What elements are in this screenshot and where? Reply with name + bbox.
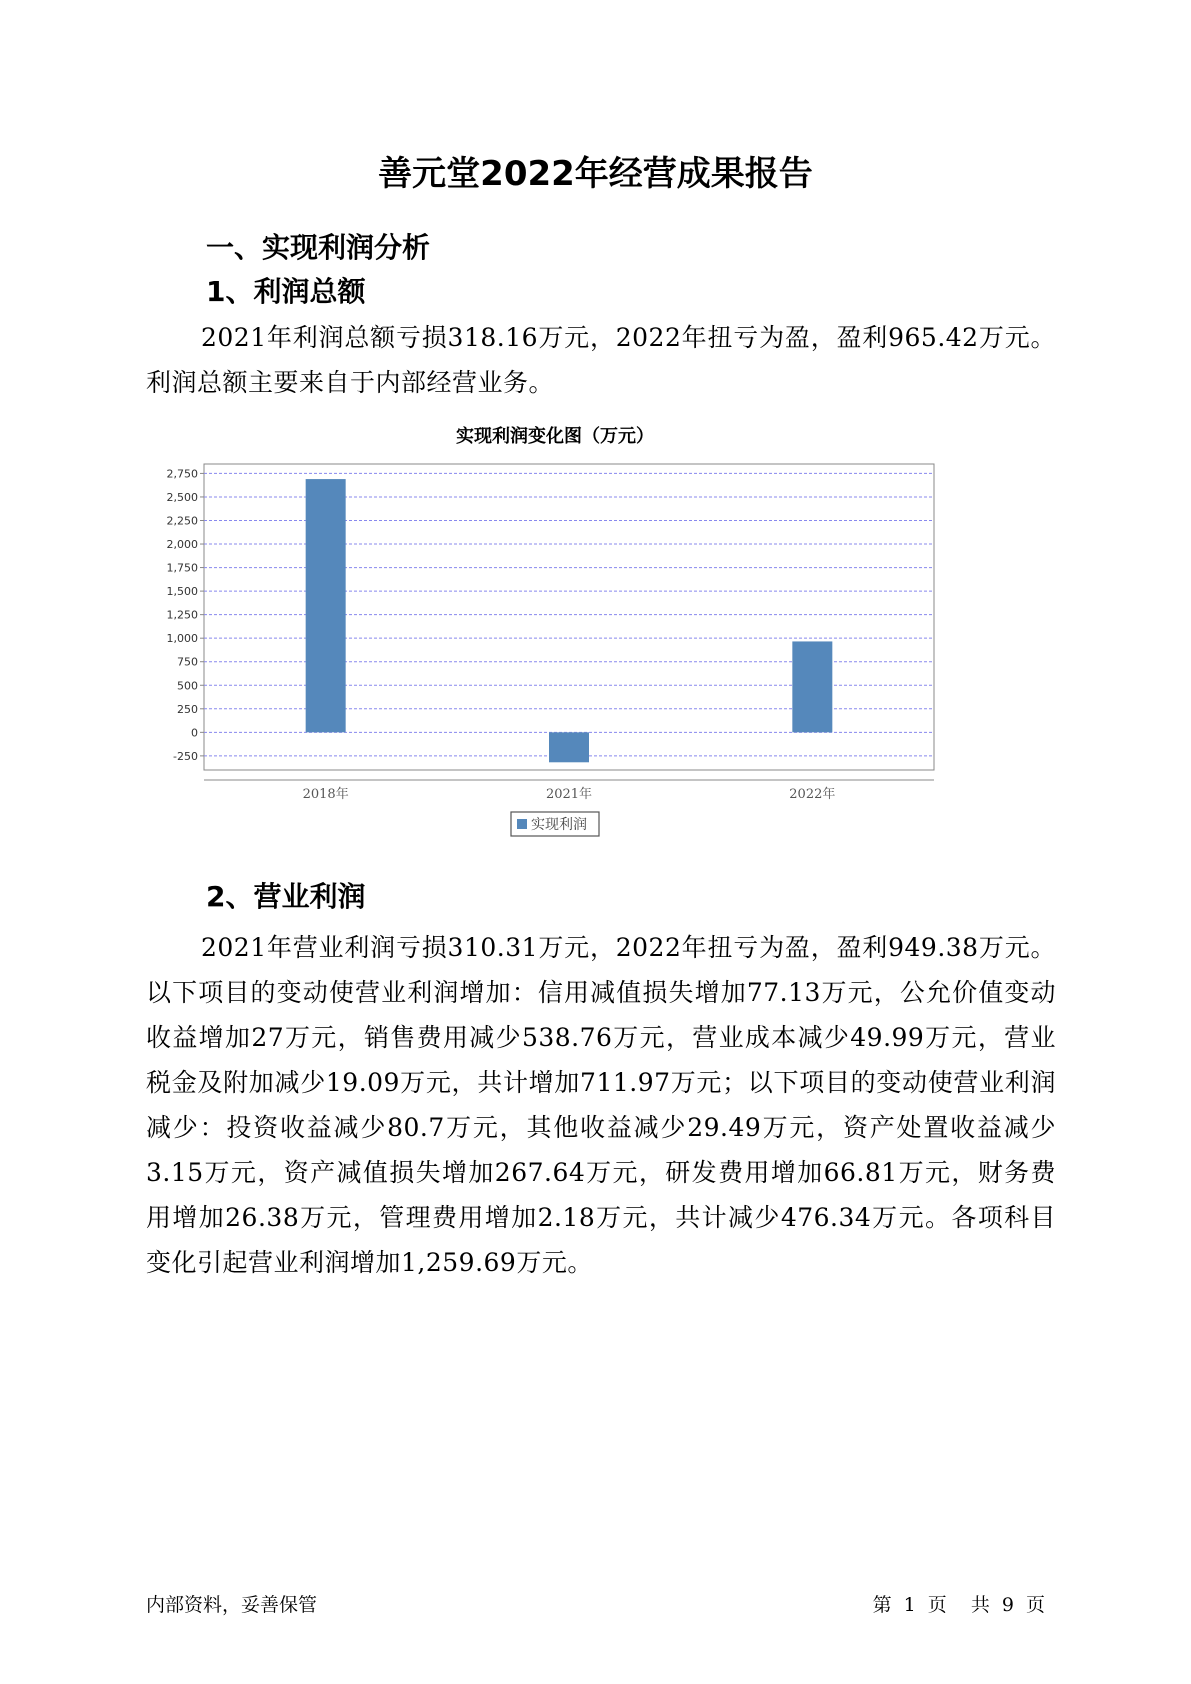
legend-swatch bbox=[517, 819, 527, 829]
document-title: 善元堂2022年经营成果报告 bbox=[378, 154, 813, 194]
x-axis-ticks bbox=[303, 786, 836, 802]
paragraph-operating-profit: 2021年营业利润亏损310.31万元，2022年扭亏为盈，盈利949.38万元。以下项目的变动使营业利润增加：信用减值损失增加77.13万元，公允价值变动收益增加27万元，销售费用减少538.76万元，营业成本减少49.99万元，营业税金及附加减少19.09万元，共计增加711.97万元；以下项目的变动使营业利润减少：投资收益减少80.7万元，其他收益减少29.49万元，资产处置收益减少3.15万元，资产减值损失增加267.64万元，研发费用增加66.81万元，财务费用增加26.38万元，管理费用增加2.18万元，共计减少476.34万元。各项科目变化引起营业利润增加1,259.69万元。 bbox=[146, 933, 1056, 1277]
y-tick-label: 1,250 bbox=[166, 608, 198, 622]
y-tick-label: 2,750 bbox=[166, 467, 198, 481]
chart-title: 实现利润变化图（万元） bbox=[456, 426, 654, 447]
y-tick-label: 0 bbox=[191, 726, 198, 740]
profit-bar-chart bbox=[160, 418, 1020, 898]
profit-chart bbox=[160, 418, 1020, 898]
y-tick-label: 2,500 bbox=[166, 490, 198, 504]
total-pages: 9 bbox=[1001, 1594, 1014, 1616]
y-tick-label: 1,750 bbox=[166, 561, 198, 575]
subheading-total-profit: 1、利润总额 bbox=[206, 275, 366, 308]
y-tick-label: -250 bbox=[173, 749, 198, 763]
y-tick-label: 250 bbox=[177, 702, 198, 716]
total-unit: 页 bbox=[1025, 1594, 1045, 1616]
footer-page-info bbox=[867, 1590, 1051, 1617]
x-tick-label: 2021年 bbox=[545, 787, 593, 802]
x-tick-label: 2022年 bbox=[789, 787, 836, 802]
paragraph-total-profit: 2021年利润总额亏损318.16万元，2022年扭亏为盈，盈利965.42万元。利润总额主要来自于内部经营业务。 bbox=[146, 323, 1056, 397]
chart-legend bbox=[511, 812, 599, 836]
section-heading-profit-analysis: 一、实现利润分析 bbox=[206, 231, 431, 264]
y-tick-label: 2,250 bbox=[166, 514, 198, 528]
bar-0 bbox=[306, 479, 346, 732]
bar-1 bbox=[549, 732, 589, 762]
page-prefix: 第 bbox=[872, 1594, 892, 1616]
bar-2 bbox=[792, 641, 832, 732]
footer-confidential-note: 内部资料，妥善保管 bbox=[146, 1594, 318, 1616]
legend-label: 实现利润 bbox=[531, 817, 587, 833]
x-tick-label: 2018年 bbox=[302, 787, 349, 802]
page-unit: 页 bbox=[927, 1594, 947, 1616]
y-tick-label: 750 bbox=[177, 655, 198, 669]
y-axis-ticks bbox=[167, 467, 205, 762]
y-tick-label: 500 bbox=[177, 679, 198, 693]
subheading-operating-profit: 2、营业利润 bbox=[206, 880, 366, 913]
total-prefix: 共 bbox=[970, 1594, 990, 1616]
page-number: 1 bbox=[903, 1594, 916, 1616]
y-tick-label: 2,000 bbox=[166, 538, 198, 552]
y-tick-label: 1,000 bbox=[166, 632, 198, 646]
y-tick-label: 1,500 bbox=[166, 585, 198, 599]
